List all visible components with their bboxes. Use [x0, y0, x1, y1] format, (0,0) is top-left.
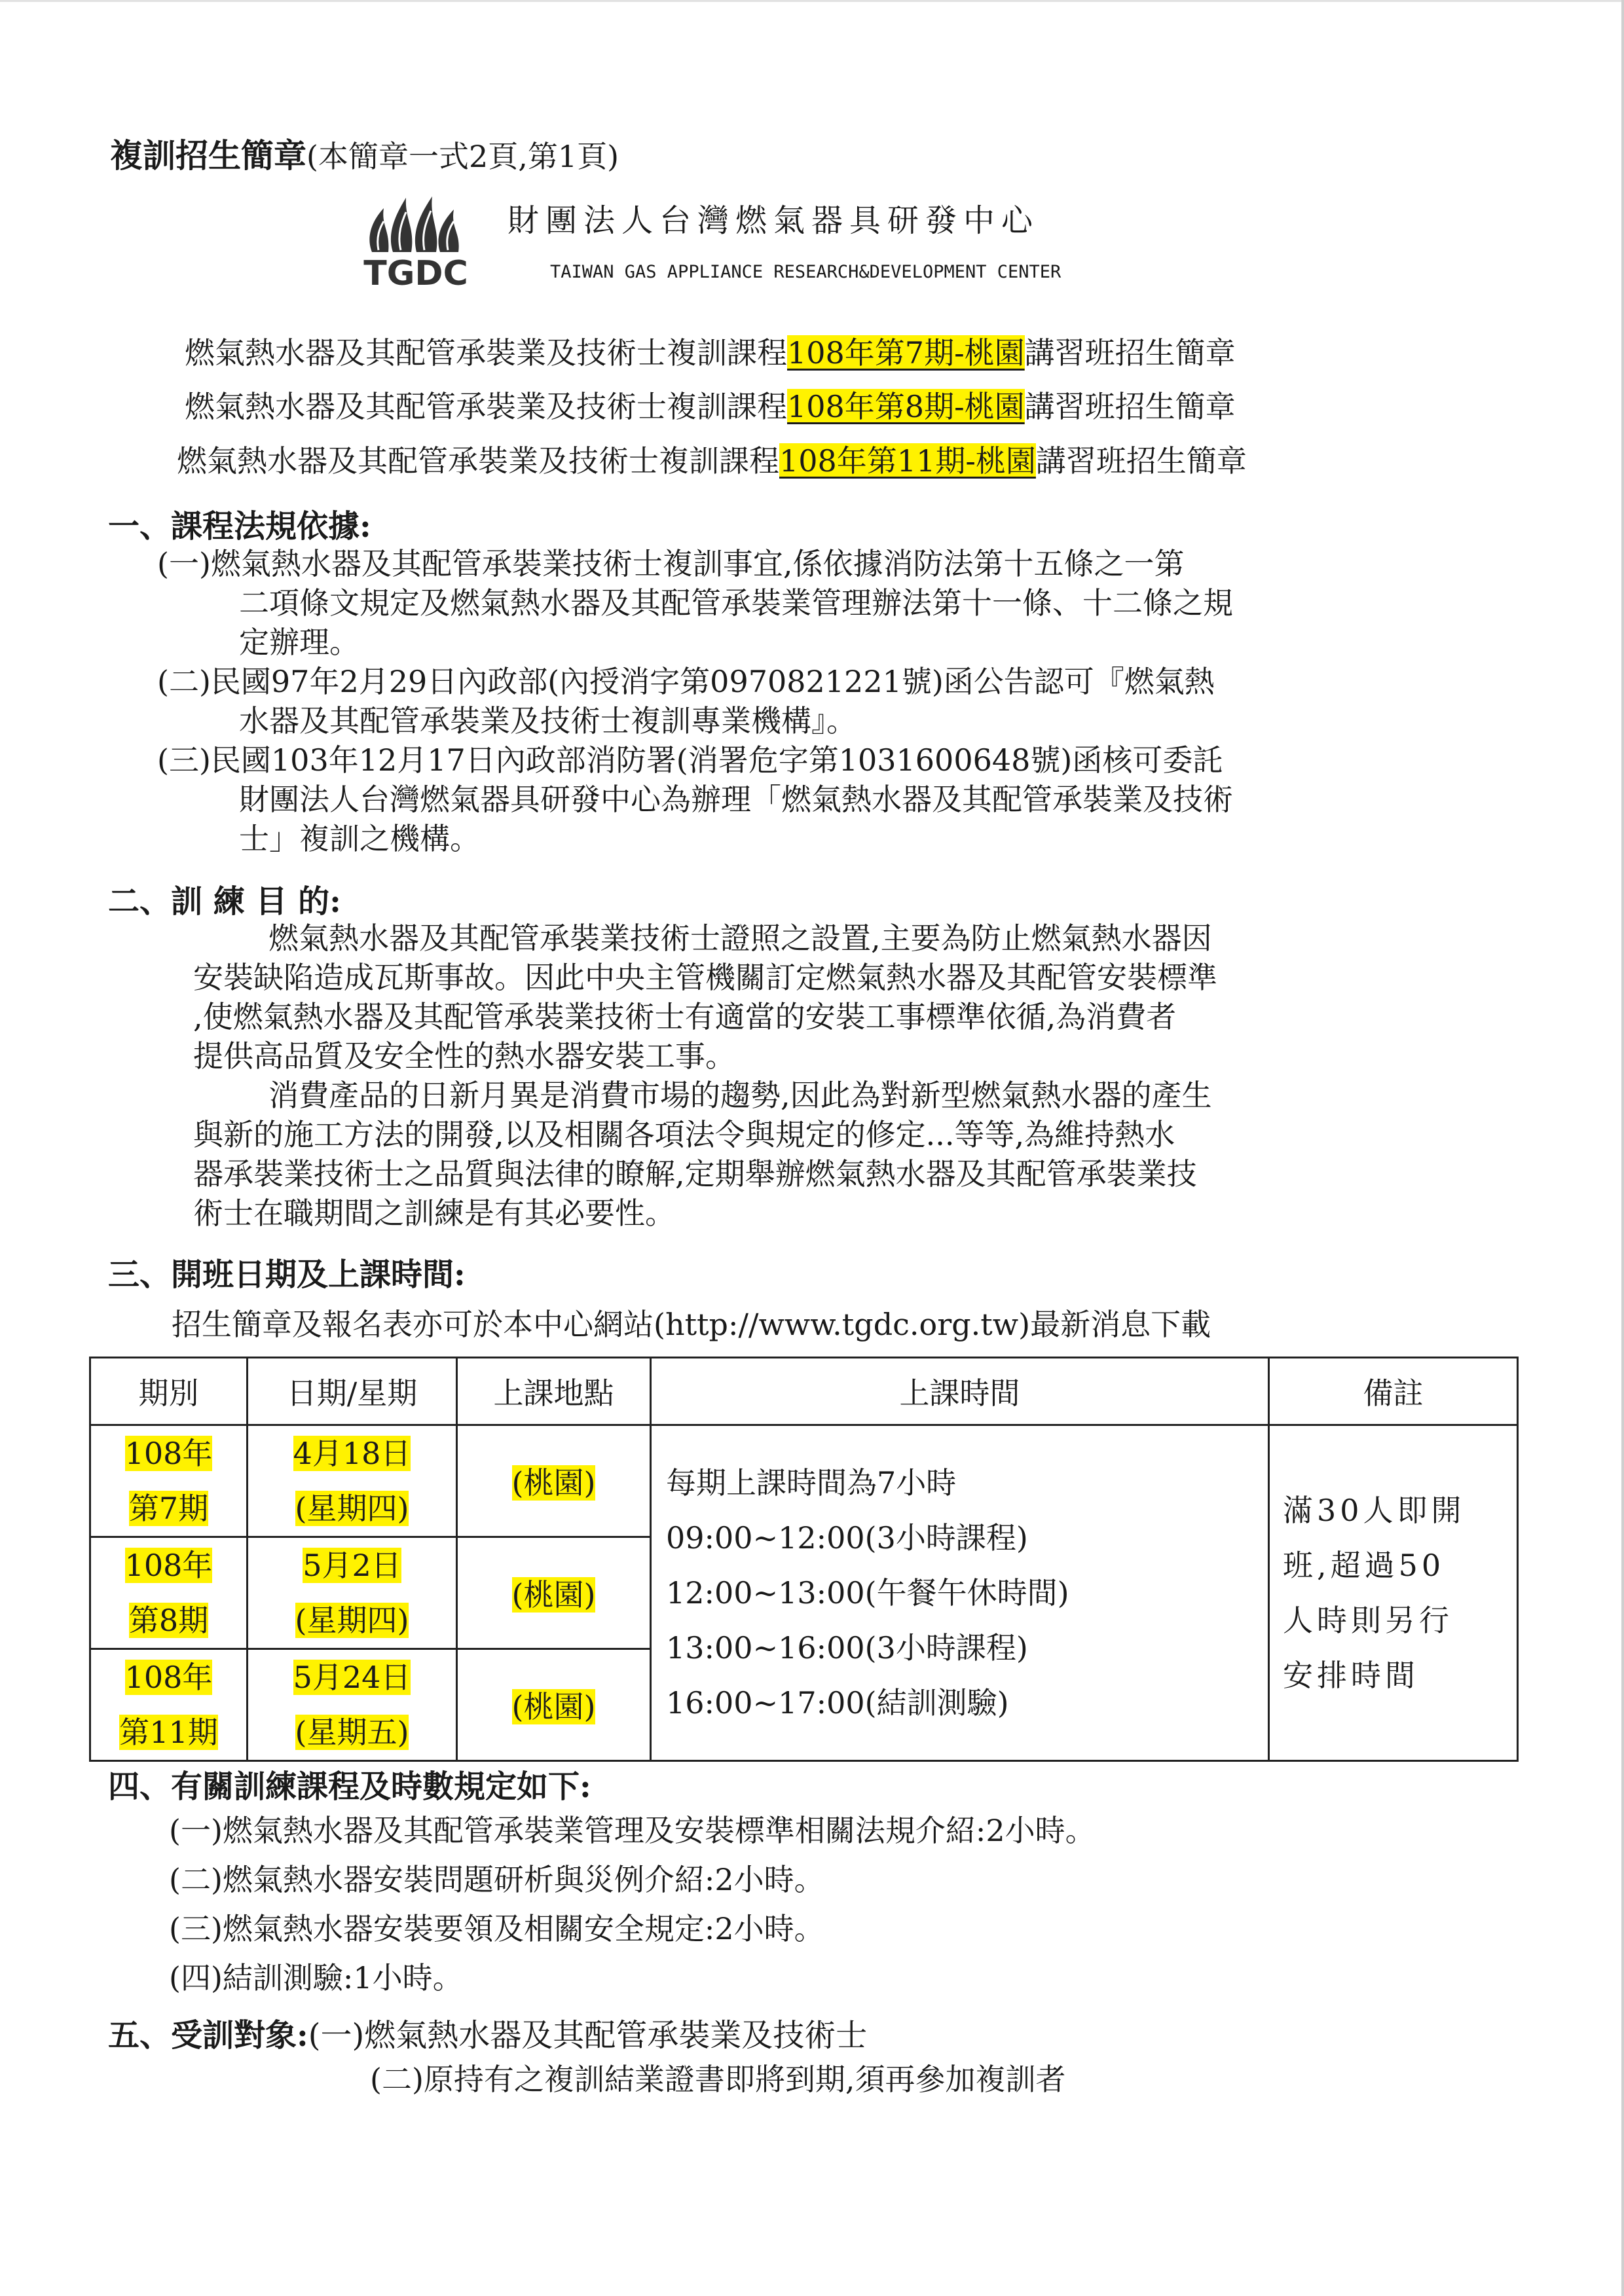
course-suffix: 講習班招生簡章: [1035, 443, 1247, 479]
section-1-item-3-line-2: 財團法人台灣燃氣器具研發中心為辦理「燃氣熱水器及其配管承裝業及技術: [239, 782, 1233, 817]
flame-logo-icon: [359, 190, 473, 288]
section-2-line: 提供高品質及安全性的熱水器安裝工事。: [193, 1038, 735, 1074]
period-year: 108年: [124, 1548, 213, 1583]
schedule-table: [89, 1357, 1519, 1762]
course-line-1: [185, 329, 1236, 373]
course-line-2: [185, 383, 1236, 426]
location-text: (桃園): [511, 1577, 596, 1613]
section-1-item-1-line-3: 定辦理。: [239, 625, 360, 660]
item-line: 民國97年2月29日內政部(內授消字第0970821221號)函公告認可『燃氣熱: [210, 664, 1215, 699]
time-line: 每期上課時間為7小時: [666, 1465, 957, 1501]
course-prefix: 燃氣熱水器及其配管承裝業及技術士複訓課程: [177, 443, 779, 479]
tgdc-logo: [359, 190, 473, 288]
period-year: 108年: [124, 1660, 213, 1695]
period-year: 108年: [124, 1436, 213, 1471]
table-header-row: [90, 1358, 1518, 1425]
section-3-heading: 三、開班日期及上課時間:: [108, 1256, 466, 1293]
section-2-heading: 二、訓 練 目 的:: [108, 883, 341, 920]
date-text: 5月2日: [303, 1548, 401, 1583]
item-line: 民國103年12月17日內政部消防署(消署危字第1031600648號)函核可委託: [210, 742, 1223, 778]
section-5-item: (一)燃氣熱水器及其配管承裝業及技術士: [308, 2017, 868, 2054]
course-line-3: [177, 437, 1247, 481]
date-cell: [248, 1537, 457, 1649]
course-prefix: 燃氣熱水器及其配管承裝業及技術士複訓課程: [185, 335, 787, 371]
remark-line: 安排時間: [1283, 1658, 1419, 1693]
period-cell: [90, 1649, 248, 1761]
section-1-item-1-line-2: 二項條文規定及燃氣熱水器及其配管承裝業管理辦法第十一條、十二條之規: [239, 585, 1233, 621]
date-cell: [248, 1425, 457, 1537]
title-subtitle: (本簡章一式2頁,第1頁): [306, 139, 619, 174]
item-line: 燃氣熱水器及其配管承裝業技術士複訓事宜,係依據消防法第十五條之一第: [210, 546, 1185, 581]
location-cell: [457, 1537, 651, 1649]
org-name-zh: 財團法人台灣燃氣器具研發中心: [507, 202, 1040, 239]
section-2-line: 消費產品的日新月異是消費市場的趨勢,因此為對新型燃氣熱水器的產生: [268, 1078, 1212, 1113]
org-name-en: TAIWAN GAS APPLIANCE RESEARCH&DEVELOPMENT CENTER: [550, 262, 1061, 282]
section-2-line: 術士在職期間之訓練是有其必要性。: [193, 1195, 675, 1231]
weekday-text: (星期四): [295, 1603, 409, 1638]
section-2-line: 器承裝業技術士之品質與法律的瞭解,定期舉辦燃氣熱水器及其配管承裝業技: [193, 1156, 1197, 1192]
period-number: 第11期: [119, 1715, 218, 1750]
section-2-line: ,使燃氣熱水器及其配管承裝業技術士有適當的安裝工事標準依循,為消費者: [193, 999, 1177, 1034]
course-session-highlight: 108年第11期-桃園: [779, 443, 1036, 479]
item-label: (三): [157, 742, 211, 778]
section-2-line: 燃氣熱水器及其配管承裝業技術士證照之設置,主要為防止燃氣熱水器因: [268, 920, 1212, 956]
section-5-item: (二)原持有之複訓結業證書即將到期,須再參加複訓者: [370, 2062, 1066, 2097]
remark-line: 滿30人即開: [1283, 1493, 1466, 1528]
period-number: 第7期: [128, 1491, 209, 1526]
scan-right-edge: [1621, 0, 1624, 2296]
weekday-text: (星期四): [295, 1491, 409, 1526]
location-text: (桃園): [511, 1465, 596, 1501]
date-cell: [248, 1649, 457, 1761]
location-cell: [457, 1649, 651, 1761]
section-1-item-2: [157, 663, 1215, 700]
section-1-heading: 一、課程法規依據:: [108, 508, 371, 545]
period-cell: [90, 1425, 248, 1537]
section-5-line-1: [108, 2010, 867, 2055]
table-row: [90, 1425, 1518, 1537]
class-time-cell: [651, 1425, 1269, 1761]
time-line: 16:00~17:00(結訓測驗): [666, 1685, 1009, 1721]
scan-top-edge: [0, 0, 1624, 2]
download-note: 招生簡章及報名表亦可於本中心網站(http://www.tgdc.org.tw)最新消息下載: [172, 1307, 1211, 1342]
title-text: 複訓招生簡章: [110, 136, 306, 175]
location-cell: [457, 1425, 651, 1537]
remark-line: 人時則另行: [1283, 1603, 1453, 1638]
table-header: 日期/星期: [248, 1358, 457, 1425]
weekday-text: (星期五): [295, 1715, 409, 1750]
item-label: (二): [157, 664, 211, 699]
remark-line: 班,超過50: [1283, 1548, 1445, 1583]
date-text: 5月24日: [293, 1660, 411, 1695]
section-4-item: (三)燃氣熱水器安裝要領及相關安全規定:2小時。: [169, 1911, 824, 1946]
time-line: 09:00~12:00(3小時課程): [666, 1520, 1028, 1556]
remark-cell: [1269, 1425, 1518, 1761]
period-number: 第8期: [128, 1603, 209, 1638]
section-4-heading: 四、有關訓練課程及時數規定如下:: [108, 1768, 591, 1805]
item-label: (一): [157, 546, 211, 581]
section-1-item-3-line-3: 士」複訓之機構。: [239, 821, 480, 856]
course-suffix: 講習班招生簡章: [1024, 389, 1236, 424]
section-1-item-1: [157, 545, 1185, 582]
table-header: 備註: [1269, 1358, 1518, 1425]
section-1-item-3: [157, 742, 1223, 778]
table-header: 上課時間: [651, 1358, 1269, 1425]
document-title: [110, 130, 619, 177]
section-2-line: 安裝缺陷造成瓦斯事故。因此中央主管機關訂定燃氣熱水器及其配管安裝標準: [193, 960, 1217, 995]
course-session-highlight: 108年第7期-桃園: [787, 335, 1025, 371]
time-line: 12:00~13:00(午餐午休時間): [666, 1575, 1069, 1611]
course-prefix: 燃氣熱水器及其配管承裝業及技術士複訓課程: [185, 389, 787, 424]
table-header: 期別: [90, 1358, 248, 1425]
section-4-item: (四)結訓測驗:1小時。: [169, 1960, 463, 1995]
section-4-item: (二)燃氣熱水器安裝問題研析與災例介紹:2小時。: [169, 1862, 824, 1897]
course-session-highlight: 108年第8期-桃園: [787, 389, 1025, 424]
section-4-item: (一)燃氣熱水器及其配管承裝業管理及安裝標準相關法規介紹:2小時。: [169, 1813, 1096, 1848]
period-cell: [90, 1537, 248, 1649]
course-suffix: 講習班招生簡章: [1024, 335, 1236, 371]
time-line: 13:00~16:00(3小時課程): [666, 1630, 1028, 1666]
logo-text: TGDC: [363, 254, 468, 288]
section-5-heading: 五、受訓對象:: [108, 2017, 308, 2054]
table-header: 上課地點: [457, 1358, 651, 1425]
date-text: 4月18日: [293, 1436, 411, 1471]
location-text: (桃園): [511, 1689, 596, 1724]
section-1-item-2-line-2: 水器及其配管承裝業及技術士複訓專業機構』。: [239, 703, 857, 738]
section-2-line: 與新的施工方法的開發,以及相關各項法令與規定的修定...等等,為維持熱水: [193, 1117, 1175, 1152]
